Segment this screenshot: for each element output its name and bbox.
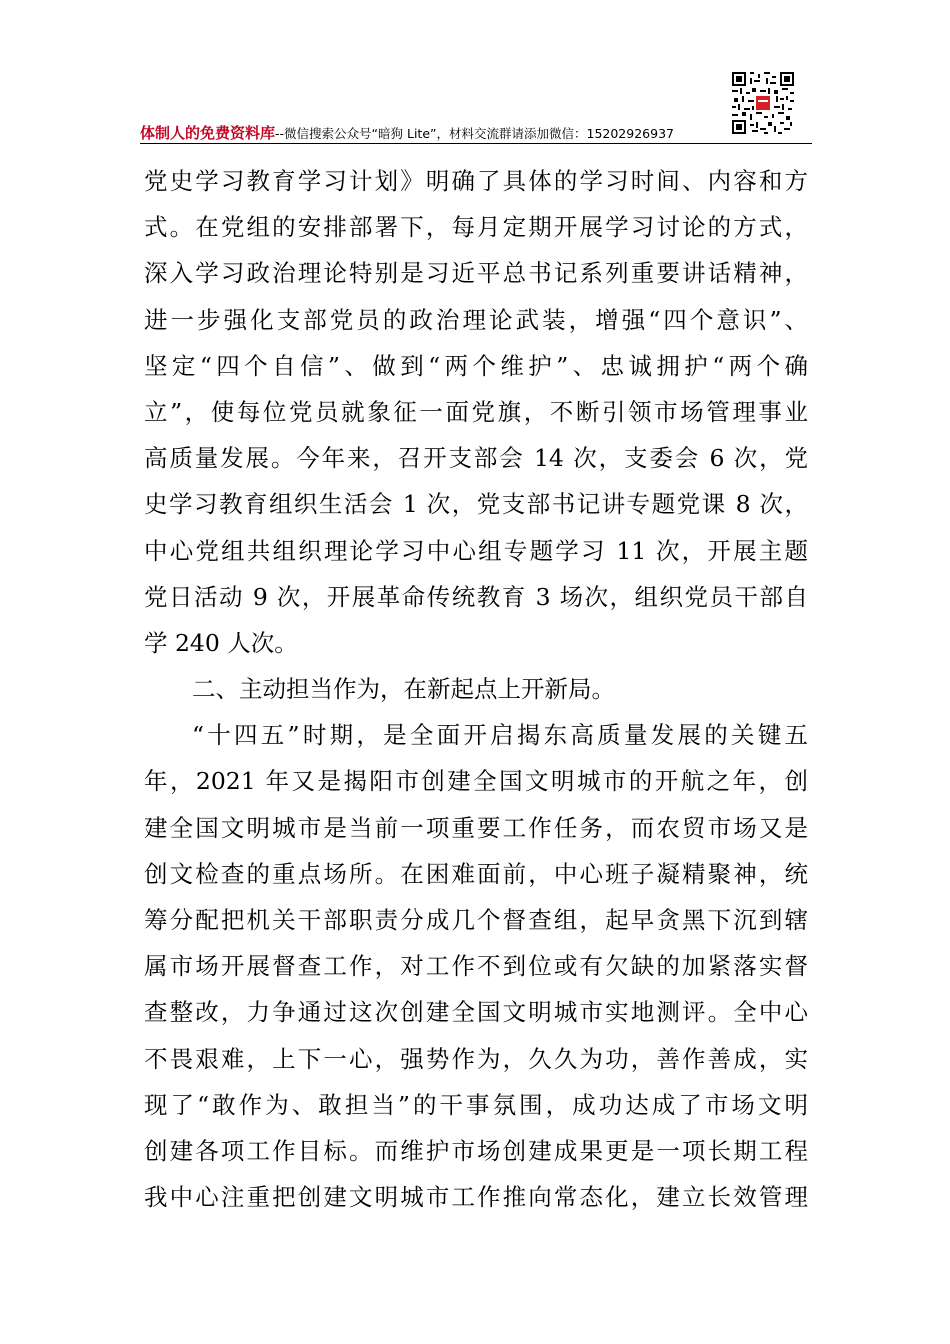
- header-note: --微信搜索公众号“暗狗 Lite”，材料交流群请添加微信：15202926937: [275, 126, 674, 141]
- text-line: 不畏艰难，上下一心，强势作为，久久为功，善作善成，实: [144, 1044, 808, 1073]
- text-line: 建全国文明城市是当前一项重要工作任务，而农贸市场又是: [144, 813, 808, 842]
- text-line: 高质量发展。今年来，召开支部会 14 次，支委会 6 次，党: [144, 444, 808, 473]
- text-line: “十四五”时期，是全面开启揭东高质量发展的关键五: [192, 721, 808, 750]
- text-line: 我中心注重把创建文明城市工作推向常态化，建立长效管理: [144, 1183, 808, 1212]
- text-line: 年，2021 年又是揭阳市创建全国文明城市的开航之年，创: [144, 767, 808, 796]
- text-line: 党日活动 9 次，开展革命传统教育 3 场次，组织党员干部自: [144, 582, 808, 611]
- text-line: 深入学习政治理论特别是习近平总书记系列重要讲话精神，: [144, 259, 808, 288]
- header-brand: 体制人的免费资料库: [140, 124, 276, 142]
- text-line: 中心党组共组织理论学习中心组专题学习 11 次，开展主题: [144, 536, 808, 565]
- text-line: 创建各项工作目标。而维护市场创建成果更是一项长期工程: [144, 1136, 808, 1165]
- text-line: 党史学习教育学习计划》明确了具体的学习时间、内容和方: [144, 167, 808, 195]
- text-line: 现了“敢作为、敢担当”的干事氛围，成功达成了市场文明: [144, 1090, 808, 1119]
- body-text: [144, 158, 808, 1220]
- text-line: 坚定“四个自信”、做到“两个维护”、忠诚拥护“两个确: [144, 351, 808, 380]
- text-line: 立”，使每位党员就象征一面党旗，不断引领市场管理事业: [144, 397, 808, 426]
- text-line: 创文检查的重点场所。在困难面前，中心班子凝精聚神，统: [144, 859, 808, 888]
- section-heading: 二、主动担当作为，在新起点上开新局。: [192, 675, 615, 704]
- text-line: 属市场开展督查工作，对工作不到位或有欠缺的加紧落实督: [144, 952, 808, 981]
- text-line: 式。在党组的安排部署下，每月定期开展学习讨论的方式，: [144, 213, 808, 242]
- text-line: 查整改，力争通过这次创建全国文明城市实地测评。全中心: [144, 998, 808, 1027]
- page-header: [140, 62, 812, 144]
- text-line: 学 240 人次。: [144, 628, 298, 657]
- text-line: 史学习教育组织生活会 1 次，党支部书记讲专题党课 8 次，: [144, 490, 808, 519]
- text-line: 筹分配把机关干部职责分成几个督查组，起早贪黑下沉到辖: [144, 906, 808, 934]
- header-watermark: [140, 122, 812, 143]
- header-divider: [140, 143, 812, 144]
- text-line: 进一步强化支部党员的政治理论武装，增强“四个意识”、: [144, 305, 808, 334]
